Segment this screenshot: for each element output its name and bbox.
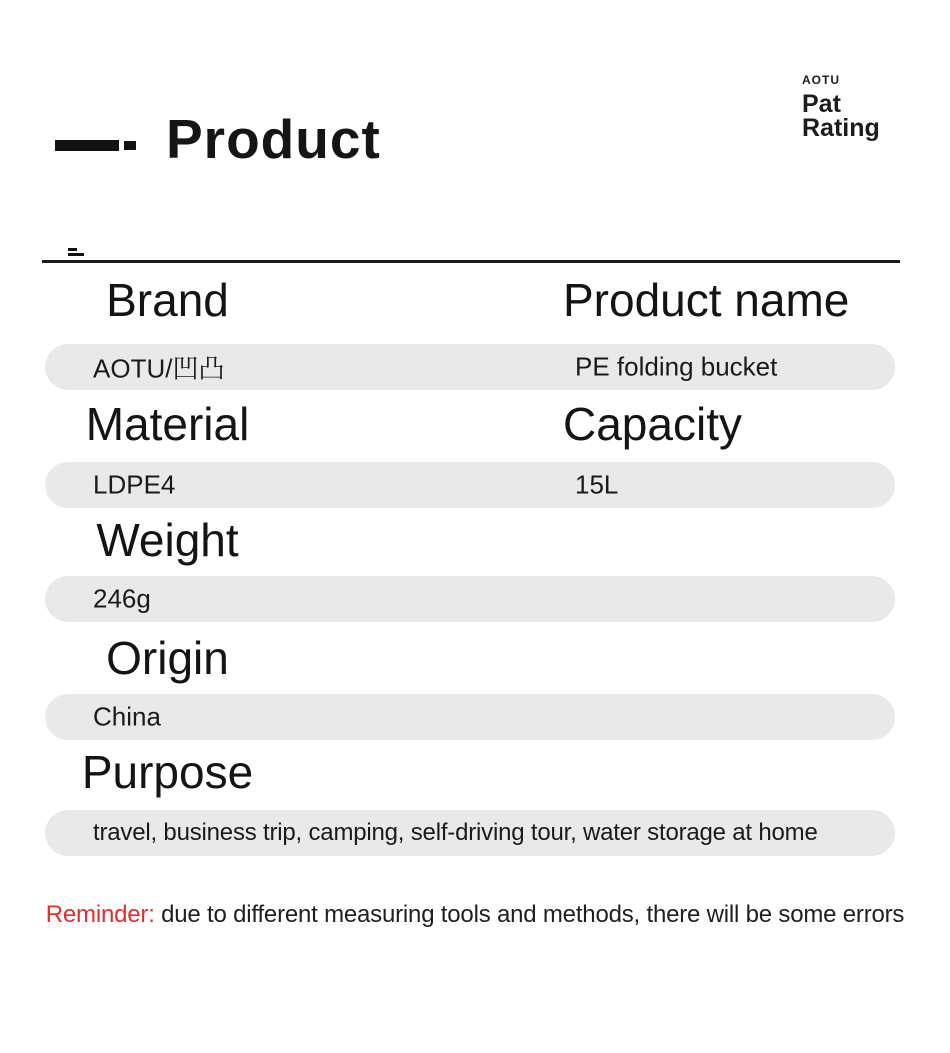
spec-label-weight: Weight [96, 514, 239, 566]
spec-value-pill-brand [45, 344, 895, 390]
spec-value-pill-purpose [45, 810, 895, 856]
equals-mark-icon [68, 253, 84, 256]
spec-value-material: LDPE4 [93, 469, 176, 500]
reminder-note [0, 901, 950, 929]
spec-value-product-name: PE folding bucket [575, 351, 778, 382]
reminder-label: Reminder: [45, 901, 155, 928]
logo-slogan-line1: Pat [802, 90, 841, 118]
spec-value-pill-material [45, 462, 895, 508]
brand-logo [802, 74, 880, 140]
logo-slogan-line2: Rating [802, 114, 880, 142]
section-divider [42, 260, 900, 263]
spec-value-origin: China [93, 701, 161, 732]
equals-mark-icon [68, 248, 77, 251]
spec-label-product-name: Product name [563, 274, 850, 326]
title-dash-short-icon [124, 141, 136, 150]
spec-label-capacity: Capacity [563, 398, 742, 450]
spec-label-row-material [0, 396, 950, 452]
spec-label-row-origin [0, 630, 950, 686]
spec-label-row-purpose [0, 744, 950, 800]
spec-value-pill-weight [45, 576, 895, 622]
spec-value-capacity: 15L [575, 469, 619, 500]
logo-brand-name: AOTU [802, 73, 840, 87]
title-dash-long-icon [55, 140, 119, 151]
spec-label-origin: Origin [106, 632, 229, 684]
spec-value-brand: AOTU/凹凸 [93, 353, 225, 384]
spec-value-weight: 246g [93, 583, 151, 614]
spec-label-row-brand [0, 272, 950, 328]
spec-label-brand: Brand [106, 274, 229, 326]
reminder-text: due to different measuring tools and methods, there will be some errors [154, 901, 905, 928]
spec-value-purpose: travel, business trip, camping, self-driving tour, water storage at home [93, 819, 818, 846]
spec-value-pill-origin [45, 694, 895, 740]
page-title: Product [166, 108, 381, 170]
spec-label-purpose: Purpose [81, 746, 254, 798]
spec-label-row-weight [0, 512, 950, 568]
spec-label-material: Material [85, 398, 250, 450]
